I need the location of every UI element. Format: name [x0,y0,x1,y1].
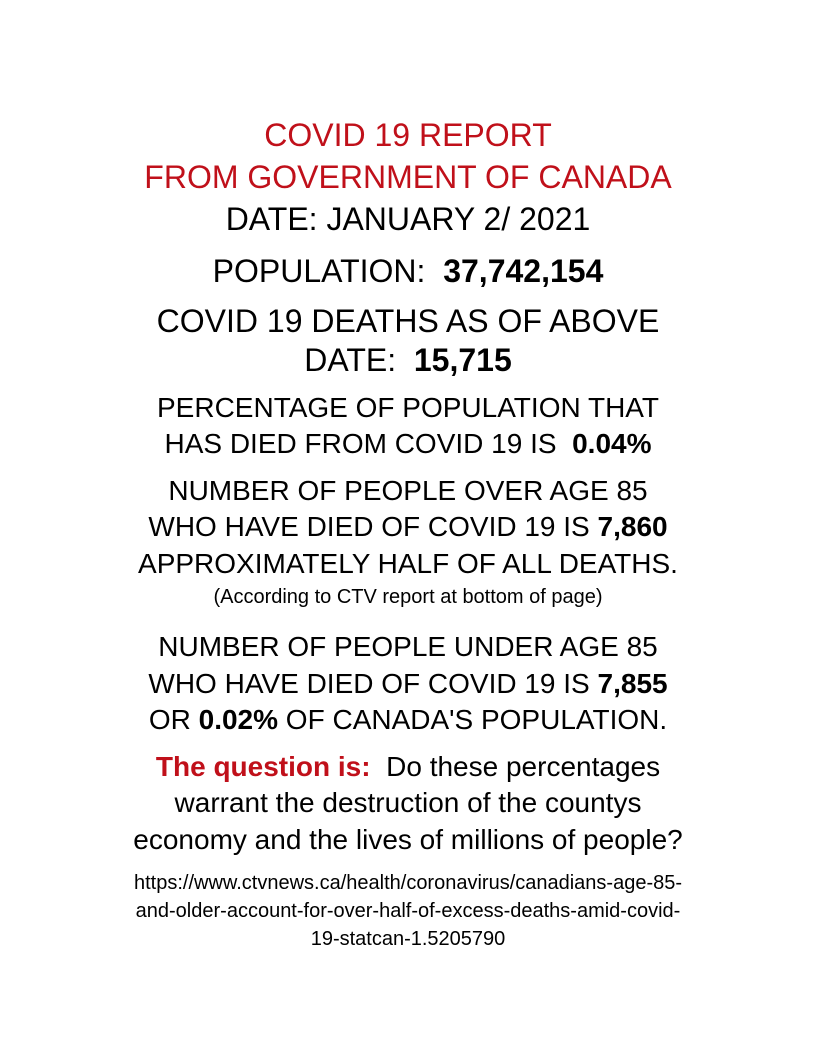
source-url-line1: https://www.ctvnews.ca/health/coronavirus/canadians-age-85- [133,872,683,894]
report-title-line2: FROM GOVERNMENT OF CANADA [144,159,672,195]
under85-line2 [0,670,816,698]
over85-label: WHO HAVE DIED OF COVID 19 IS [148,511,598,542]
deaths-label: DATE: [304,342,414,378]
question-label: The question is: [155,751,371,782]
question-text: Do these percentages [370,751,661,782]
over85-line2 [0,513,816,541]
source-url-line3: 19-statcan-1.5205790 [310,928,506,950]
question-line2: warrant the destruction of the countys [174,787,642,818]
over85-value: 7,860 [597,511,668,542]
over85-line1: NUMBER OF PEOPLE OVER AGE 85 [168,475,648,506]
percentage-value: 0.04% [572,428,652,459]
population-value: 37,742,154 [443,253,604,289]
under85-label: WHO HAVE DIED OF COVID 19 IS [148,668,598,699]
under85-value: 7,855 [597,668,668,699]
population-label: POPULATION: [212,253,444,289]
percentage-label: HAS DIED FROM COVID 19 IS [164,428,573,459]
under85-prefix: OR [148,704,199,735]
question-line3: economy and the lives of millions of people? [133,824,683,855]
report-title-line1: COVID 19 REPORT [264,117,552,153]
under85-line3 [0,706,816,734]
percentage-line1: PERCENTAGE OF POPULATION THAT [157,392,659,423]
report-date: DATE: JANUARY 2/ 2021 [225,201,591,237]
under85-line1: NUMBER OF PEOPLE UNDER AGE 85 [158,631,658,662]
percentage-line2 [0,430,816,458]
source-url-line2: and-older-account-for-over-half-of-excess-deaths-amid-covid- [135,900,681,922]
over85-line3: APPROXIMATELY HALF OF ALL DEATHS. [138,548,678,579]
over85-note: (According to CTV report at bottom of page) [213,586,603,608]
population-line [0,255,816,287]
question-line1 [0,753,816,781]
deaths-value: 15,715 [413,342,512,378]
deaths-line1: COVID 19 DEATHS AS OF ABOVE [156,303,660,339]
under85-suffix: OF CANADA'S POPULATION. [278,704,668,735]
deaths-line2 [0,344,816,376]
under85-percentage-value: 0.02% [198,704,279,735]
